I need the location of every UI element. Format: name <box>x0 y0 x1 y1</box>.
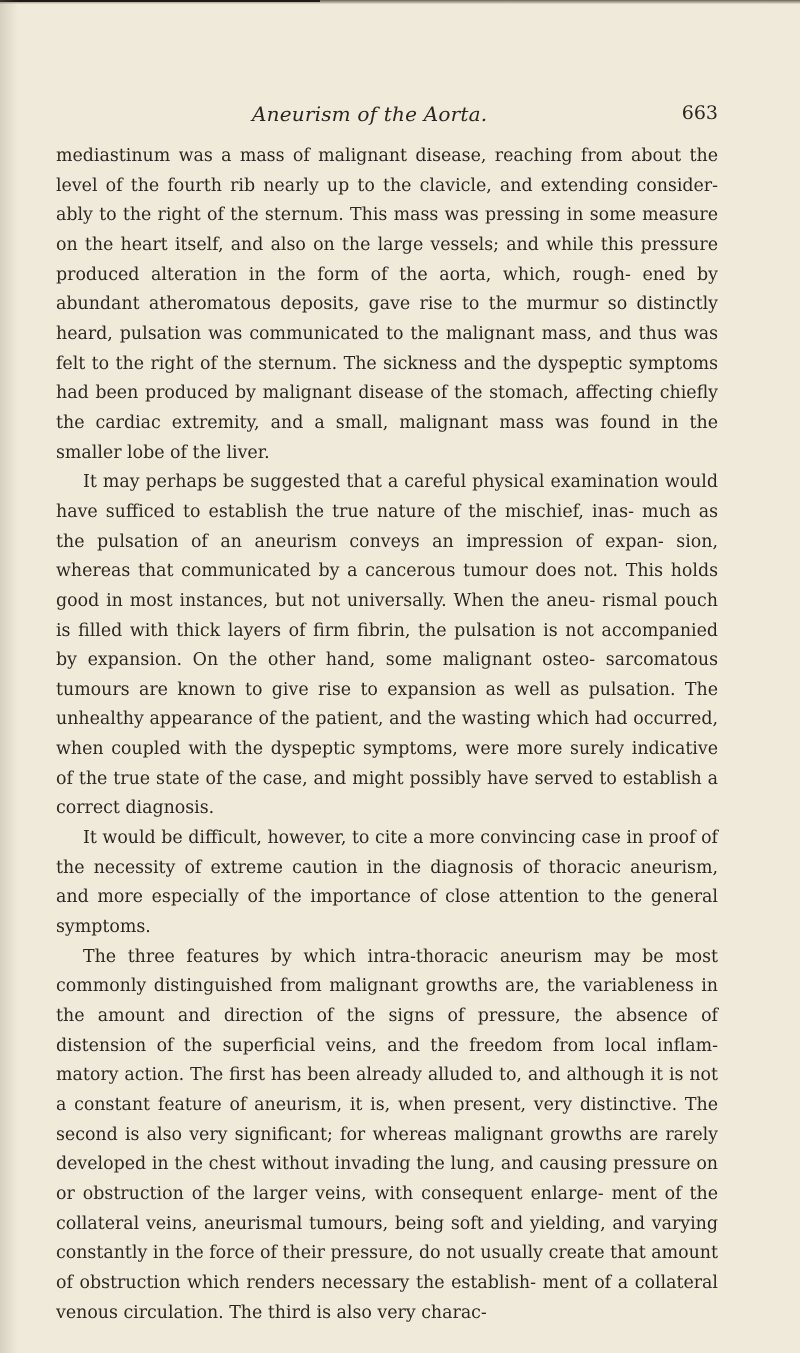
running-title: Aneurism of the Aorta. <box>252 102 488 126</box>
scan-border <box>0 0 320 2</box>
body-text <box>56 142 718 1328</box>
paragraph-continued: mediastinum was a mass of malignant disease, reaching from about the level of the fourth rib nearly up to the clavicle, and extending consider- ably to the right of the sternum. This mass was pressing in some measure on the heart itself, and also on the large vessels; and while this pressure produced alteration in the form of the aorta, which, rough- ened by abundant atheromatous deposits, gave rise to the murmur so distinctly heard, pulsation was communicated to the malignant mass, and thus was felt to the right of the sternum. The sickness and the dyspeptic symptoms had been produced by malignant disease of the stomach, affecting chiefly the cardiac extremity, and a small, malignant mass was found in the smaller lobe of the liver. <box>56 146 718 463</box>
binding-shadow <box>0 0 18 1353</box>
paragraph: It would be difficult, however, to cite a more convincing case in proof of the necessity of extreme caution in the diagnosis of thoracic aneurism, and more especially of the importance of close attention to the general symptoms. <box>56 828 718 938</box>
page-number: 663 <box>681 102 718 124</box>
running-head <box>56 102 718 134</box>
paragraph: It may perhaps be suggested that a careful physical examination would have sufficed to establish the true nature of the mischief, inas- much as the pulsation of an aneurism conveys an impression of expan- sion, whereas that communicated by a cancerous tumour does not. This holds good in most instances, but not universally. When the aneu- rismal pouch is filled with thick layers of firm fibrin, the pulsation is not accompanied by expansion. On the other hand, some malignant osteo- sarcomatous tumours are known to give rise to expansion as well as pulsation. The unhealthy appearance of the patient, and the wasting which had occurred, when coupled with the dyspeptic symptoms, were more surely indicative of the true state of the case, and might possibly have served to establish a correct diagnosis. <box>56 472 718 819</box>
paragraph: The three features by which intra-thoracic aneurism may be most commonly distinguished from malignant growths are, the variableness in the amount and direction of the signs of pressure, the absence of distension of the superficial veins, and the freedom from local inflam- matory action. The first has been already alluded to, and although it is not a constant feature of aneurism, it is, when present, very distinctive. The second is also very significant; for whereas malignant growths are rarely developed in the chest without invading the lung, and causing pressure on or obstruction of the larger veins, with consequent enlarge- ment of the collateral veins, aneurismal tumours, being soft and yielding, and varying constantly in the force of their pressure, do not usually create that amount of obstruction which renders necessary the establish- ment of a collateral venous circulation. The third is also very charac- <box>56 946 718 1323</box>
